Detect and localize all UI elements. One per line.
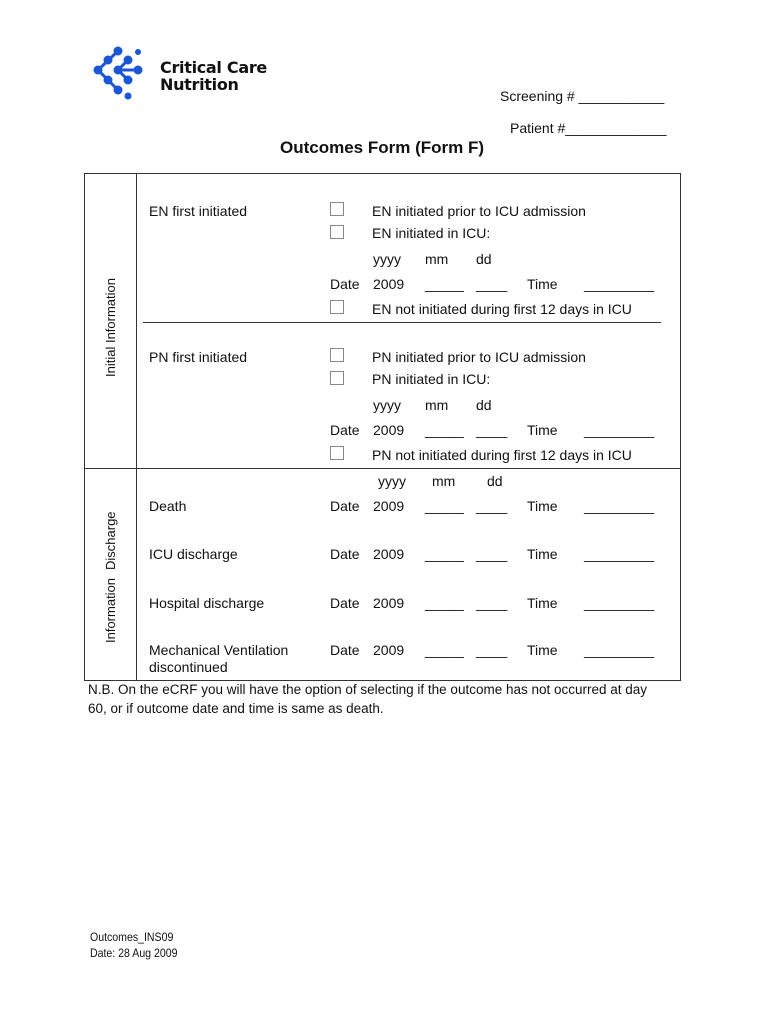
- mv-month-field[interactable]: _____: [425, 642, 464, 658]
- en-first-initiated-label: EN first initiated: [149, 203, 248, 219]
- death-year-value: 2009: [373, 498, 405, 514]
- pn-yyyy-header: yyyy: [373, 397, 401, 413]
- pn-dd-header: dd: [476, 397, 492, 413]
- discharge-dd-header: dd: [487, 473, 503, 489]
- en-date-label: Date: [330, 276, 360, 292]
- en-time-field[interactable]: _________: [584, 276, 655, 292]
- hospital-time-field[interactable]: _________: [584, 595, 655, 611]
- icu-time-label: Time: [527, 546, 558, 562]
- mv-discontinued-label-line1: Mechanical Ventilation: [149, 642, 289, 658]
- note-line1: N.B. On the eCRF you will have the option of selecting if the outcome has not occurred at day: [88, 682, 648, 697]
- hospital-day-field[interactable]: ____: [476, 595, 508, 611]
- hospital-discharge-label: Hospital discharge: [149, 595, 265, 611]
- death-date-label: Date: [330, 498, 360, 514]
- death-label: Death: [149, 498, 187, 514]
- pn-mm-header: mm: [425, 397, 449, 413]
- patient-number-field[interactable]: Patient #_____________: [510, 120, 667, 136]
- section-divider: [84, 468, 681, 469]
- pn-in-icu-label: PN initiated in ICU:: [372, 371, 491, 387]
- en-not-initiated-checkbox[interactable]: [330, 300, 344, 314]
- pn-year-value: 2009: [373, 422, 405, 438]
- logo-text-line2: Nutrition: [160, 75, 239, 94]
- icu-time-field[interactable]: _________: [584, 546, 655, 562]
- screening-number-field[interactable]: Screening # ___________: [500, 88, 665, 104]
- icu-month-field[interactable]: _____: [425, 546, 464, 562]
- en-yyyy-header: yyyy: [373, 251, 401, 267]
- mv-date-label: Date: [330, 642, 360, 658]
- pn-prior-checkbox[interactable]: [330, 348, 344, 362]
- pn-time-field[interactable]: _________: [584, 422, 655, 438]
- icu-discharge-label: ICU discharge: [149, 546, 238, 562]
- mv-time-label: Time: [527, 642, 558, 658]
- icu-date-label: Date: [330, 546, 360, 562]
- page-title: Outcomes Form (Form F): [280, 138, 485, 157]
- discharge-yyyy-header: yyyy: [378, 473, 406, 489]
- en-prior-checkbox[interactable]: [330, 202, 344, 216]
- section-column-divider: [136, 173, 137, 681]
- death-day-field[interactable]: ____: [476, 498, 508, 514]
- mv-day-field[interactable]: ____: [476, 642, 508, 658]
- hospital-date-label: Date: [330, 595, 360, 611]
- en-mm-header: mm: [425, 251, 449, 267]
- en-in-icu-label: EN initiated in ICU:: [372, 225, 491, 241]
- pn-month-field[interactable]: _____: [425, 422, 464, 438]
- en-month-field[interactable]: _____: [425, 276, 464, 292]
- en-day-field[interactable]: ____: [476, 276, 508, 292]
- hospital-year-value: 2009: [373, 595, 405, 611]
- icu-day-field[interactable]: ____: [476, 546, 508, 562]
- hospital-time-label: Time: [527, 595, 558, 611]
- en-year-value: 2009: [373, 276, 405, 292]
- death-time-field[interactable]: _________: [584, 498, 655, 514]
- section-label-initial: Initial Information: [103, 278, 118, 377]
- pn-first-initiated-label: PN first initiated: [149, 349, 248, 365]
- en-in-icu-checkbox[interactable]: [330, 225, 344, 239]
- pn-not-initiated-checkbox[interactable]: [330, 446, 344, 460]
- hospital-month-field[interactable]: _____: [425, 595, 464, 611]
- discharge-mm-header: mm: [432, 473, 456, 489]
- pn-prior-label: PN initiated prior to ICU admission: [372, 349, 586, 365]
- pn-not-initiated-label: PN not initiated during first 12 days in ICU: [372, 447, 632, 463]
- footer-date: Date: 28 Aug 2009: [90, 946, 178, 960]
- death-month-field[interactable]: _____: [425, 498, 464, 514]
- en-not-initiated-label: EN not initiated during first 12 days in ICU: [372, 301, 632, 317]
- footer-doc-id: Outcomes_INS09: [90, 930, 174, 944]
- en-prior-label: EN initiated prior to ICU admission: [372, 203, 586, 219]
- death-time-label: Time: [527, 498, 558, 514]
- pn-date-label: Date: [330, 422, 360, 438]
- logo-icon: [90, 46, 146, 102]
- section-label-discharge-a: Information: [103, 577, 118, 643]
- mv-discontinued-label-line2: discontinued: [149, 659, 228, 675]
- pn-time-label: Time: [527, 422, 558, 438]
- pn-in-icu-checkbox[interactable]: [330, 371, 344, 385]
- note-line2: 60, or if outcome date and time is same as death.: [88, 701, 384, 716]
- section-label-discharge-b: Discharge: [103, 511, 118, 570]
- mv-time-field[interactable]: _________: [584, 642, 655, 658]
- en-pn-divider: [143, 322, 661, 323]
- mv-year-value: 2009: [373, 642, 405, 658]
- pn-day-field[interactable]: ____: [476, 422, 508, 438]
- logo-text-line1: Critical Care: [160, 58, 267, 77]
- icu-year-value: 2009: [373, 546, 405, 562]
- en-dd-header: dd: [476, 251, 492, 267]
- en-time-label: Time: [527, 276, 558, 292]
